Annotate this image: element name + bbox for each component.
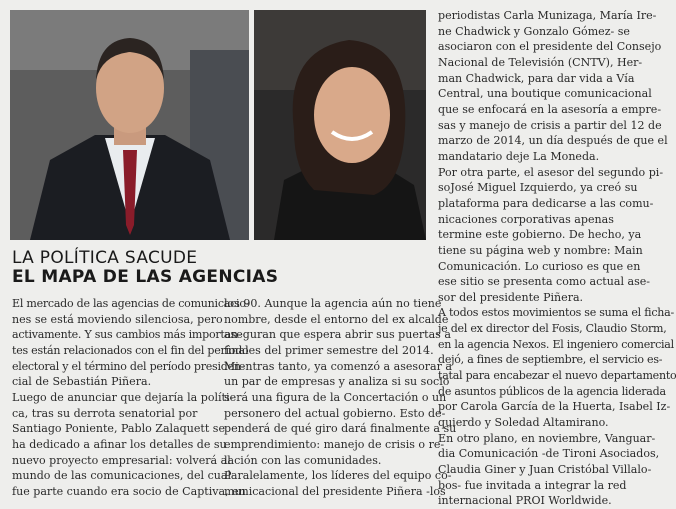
- photo-man-in-suit: [10, 10, 249, 240]
- text-line: quierdo y Soledad Altamirano.: [438, 416, 609, 430]
- text-line: finales del primer semestre del 2014.: [224, 343, 434, 357]
- text-line: activamente. Y sus cambios más importan-: [12, 328, 242, 342]
- text-column-1: [12, 296, 250, 500]
- text-column-2: [224, 296, 457, 500]
- text-line: tes están relacionados con el fin del período: [12, 343, 249, 357]
- text-line: emprendimiento: manejo de crisis o re-: [224, 437, 445, 451]
- text-line: tiene su página web y nombre: Main: [438, 243, 643, 257]
- text-line: Central, una boutique comunicacional: [438, 87, 652, 101]
- text-line: sas y manejo de crisis a partir del 12 de: [438, 118, 662, 132]
- text-line: aseguran que espera abrir sus puertas a: [224, 328, 451, 342]
- text-line: en la agencia Nexos. El ingeniero comercial: [438, 337, 674, 351]
- text-line: los 90. Aunque la agencia aún no tiene: [224, 297, 442, 310]
- text-line: personero del actual gobierno. Esto de-: [224, 406, 446, 420]
- text-line: nuevo proyecto empresarial: volverá al: [12, 453, 231, 467]
- text-line: electoral y el término del período presiden-: [12, 359, 245, 373]
- text-line: tatal para encabezar el nuevo departamento: [438, 369, 676, 383]
- text-line: por Carola García de la Huerta, Isabel Iz-: [438, 400, 671, 414]
- text-line: En otro plano, en noviembre, Vanguar-: [438, 431, 656, 445]
- text-line: soJosé Miguel Izquierdo, ya creó su: [438, 181, 638, 195]
- text-line: cial de Sebastián Piñera.: [12, 375, 152, 389]
- text-line: que se enfocará en la asesoría a empre-: [438, 102, 662, 116]
- article-headline: [12, 249, 392, 287]
- text-line: lación con las comunidades.: [224, 453, 382, 467]
- text-line: mandatario deje La Moneda.: [438, 149, 600, 163]
- text-line: ese sitio se presenta como actual ase-: [438, 275, 651, 289]
- text-line: bos- fue invitada a integrar la red: [438, 478, 627, 492]
- text-line: será una figura de la Concertación o un: [224, 390, 447, 404]
- text-line: dia Comunicación -de Tironi Asociados,: [438, 447, 660, 461]
- text-line: Mientras tanto, ya comenzó a asesorar a: [224, 359, 452, 373]
- text-line: El mercado de las agencias de comunicacio-: [12, 297, 250, 310]
- text-line: fue parte cuando era socio de Captiva, en: [12, 484, 246, 498]
- text-line: termine este gobierno. De hecho, ya: [438, 228, 642, 242]
- text-line: man Chadwick, para dar vida a Vía: [438, 71, 635, 85]
- text-line: Por otra parte, el asesor del segundo pi-: [438, 165, 664, 179]
- woman-portrait-image: [254, 10, 426, 240]
- text-line: marzo de 2014, un día después de que el: [438, 134, 668, 148]
- text-line: Claudia Giner y Juan Cristóbal Villalo-: [438, 463, 652, 477]
- text-line: de asuntos públicos de la agencia liderada: [438, 384, 666, 398]
- text-line: Santiago Poniente, Pablo Zalaquett se: [12, 422, 225, 436]
- text-line: Nacional de Televisión (CNTV), Her-: [438, 55, 643, 69]
- text-line: internacional PROI Worldwide.: [438, 494, 612, 508]
- headline-line-1: LA POLÍTICA SACUDE: [12, 248, 198, 268]
- text-line: ha dedicado a afinar los detalles de su: [12, 437, 227, 451]
- text-line: penderá de qué giro dará finalmente a su: [224, 422, 457, 436]
- text-line: Luego de anunciar que dejaría la políti-: [12, 390, 234, 404]
- text-line: un par de empresas y analiza si su socio: [224, 375, 450, 389]
- text-line: sor del presidente Piñera.: [438, 290, 584, 304]
- text-line: nombre, desde el entorno del ex alcalde: [224, 312, 449, 326]
- text-line: nicaciones corporativas apenas: [438, 212, 614, 226]
- man-portrait-image: [10, 10, 249, 240]
- text-column-3: [438, 8, 676, 509]
- text-line: mundo de las comunicaciones, del cual: [12, 469, 231, 483]
- text-line: je del ex director del Fosis, Claudio Storm,: [438, 322, 667, 336]
- photo-woman-smiling: [254, 10, 426, 240]
- text-line: nes se está moviendo silenciosa, pero: [12, 312, 223, 326]
- text-line: periodistas Carla Munizaga, María Ire-: [438, 9, 657, 22]
- text-line: ca, tras su derrota senatorial por: [12, 406, 198, 420]
- text-line: Paralelamente, los líderes del equipo co-: [224, 469, 452, 483]
- text-line: Comunicación. Lo curioso es que en: [438, 259, 641, 273]
- text-line: plataforma para dedicarse a las comu-: [438, 196, 654, 210]
- headline-line-2: EL MAPA DE LAS AGENCIAS: [12, 267, 279, 287]
- text-line: municacional del presidente Piñera -los: [224, 484, 446, 498]
- text-line: asociaron con el presidente del Consejo: [438, 40, 662, 54]
- text-line: dejó, a fines de septiembre, el servicio es-: [438, 353, 663, 367]
- text-line: A todos estos movimientos se suma el ficha-: [438, 306, 674, 320]
- text-line: ne Chadwick y Gonzalo Gómez- se: [438, 24, 630, 38]
